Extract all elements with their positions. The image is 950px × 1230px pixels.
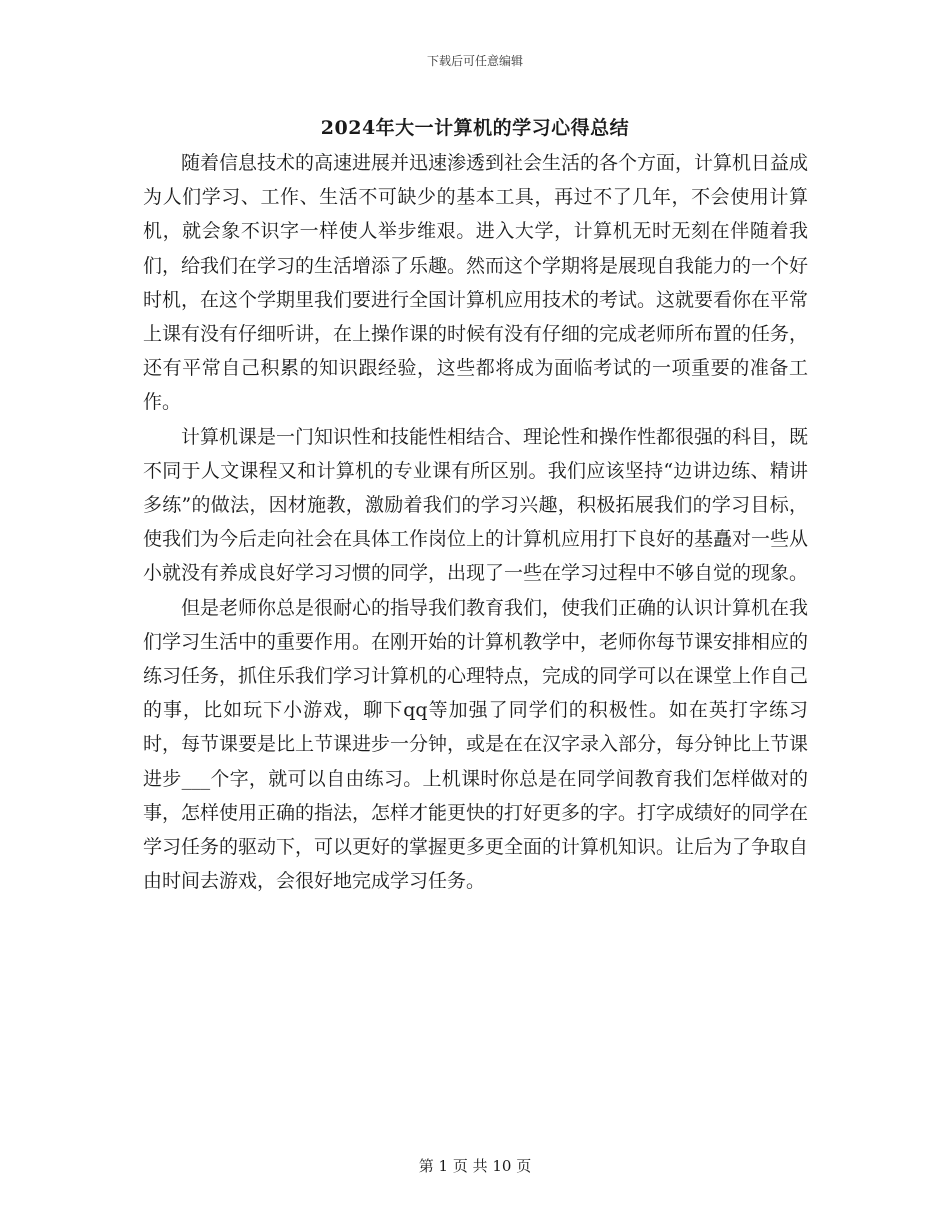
document-body <box>143 146 808 898</box>
page-number: 第 1 页 共 10 页 <box>418 1157 532 1175</box>
paragraph-1: 随着信息技术的高速进展并迅速渗透到社会生活的各个方面，计算机日益成为人们学习、工作、生活不可缺少的基本工具，再过不了几年，不会使用计算机，就会象不识字一样使人举步维艰。进入大学，计算机无时无刻在伴随着我们，给我们在学习的生活增添了乐趣。然而这个学期将是展现自我能力的一个好时机，在这个学期里我们要进行全国计算机应用技术的考试。这就要看你在平常上课有没有仔细听讲，在上操作课的时候有没有仔细的完成老师所布置的任务，还有平常自己积累的知识跟经验，这些都将成为面临考试的一项重要的准备工作。 <box>143 152 809 414</box>
paragraph-2: 计算机课是一门知识性和技能性相结合、理论性和操作性都很强的科目，既不同于人文课程又和计算机的专业课有所区别。我们应该坚持“边讲边练、精讲多练”的做法，因材施教，激励着我们的学习兴趣，积极拓展我们的学习目标，使我们为今后走向社会在具体工作岗位上的计算机应用打下良好的基矗对一些从小就没有养成良好学习习惯的同学，出现了一些在学习过程中不够自觉的现象。 <box>143 425 809 585</box>
page-header-note: 下载后可任意编辑 <box>426 54 523 68</box>
document-title: 2024年大一计算机的学习心得总结 <box>320 117 630 139</box>
paragraph-3: 但是老师你总是很耐心的指导我们教育我们，使我们正确的认识计算机在我们学习生活中的重要作用。在刚开始的计算机教学中，老师你每节课安排相应的练习任务，抓住乐我们学习计算机的心理特点，完成的同学可以在课堂上作自己的事，比如玩下小游戏，聊下qq等加强了同学们的积极性。如在英打字练习时，每节课要是比上节课进步一分钟，或是在在汉字录入部分，每分钟比上节课进步___个字，就可以自由练习。上机课时你总是在同学间教育我们怎样做对的事，怎样使用正确的指法，怎样才能更快的打好更多的字。打字成绩好的同学在学习任务的驱动下，可以更好的掌握更多更全面的计算机知识。让后为了争取自由时间去游戏，会很好地完成学习任务。 <box>143 596 809 893</box>
